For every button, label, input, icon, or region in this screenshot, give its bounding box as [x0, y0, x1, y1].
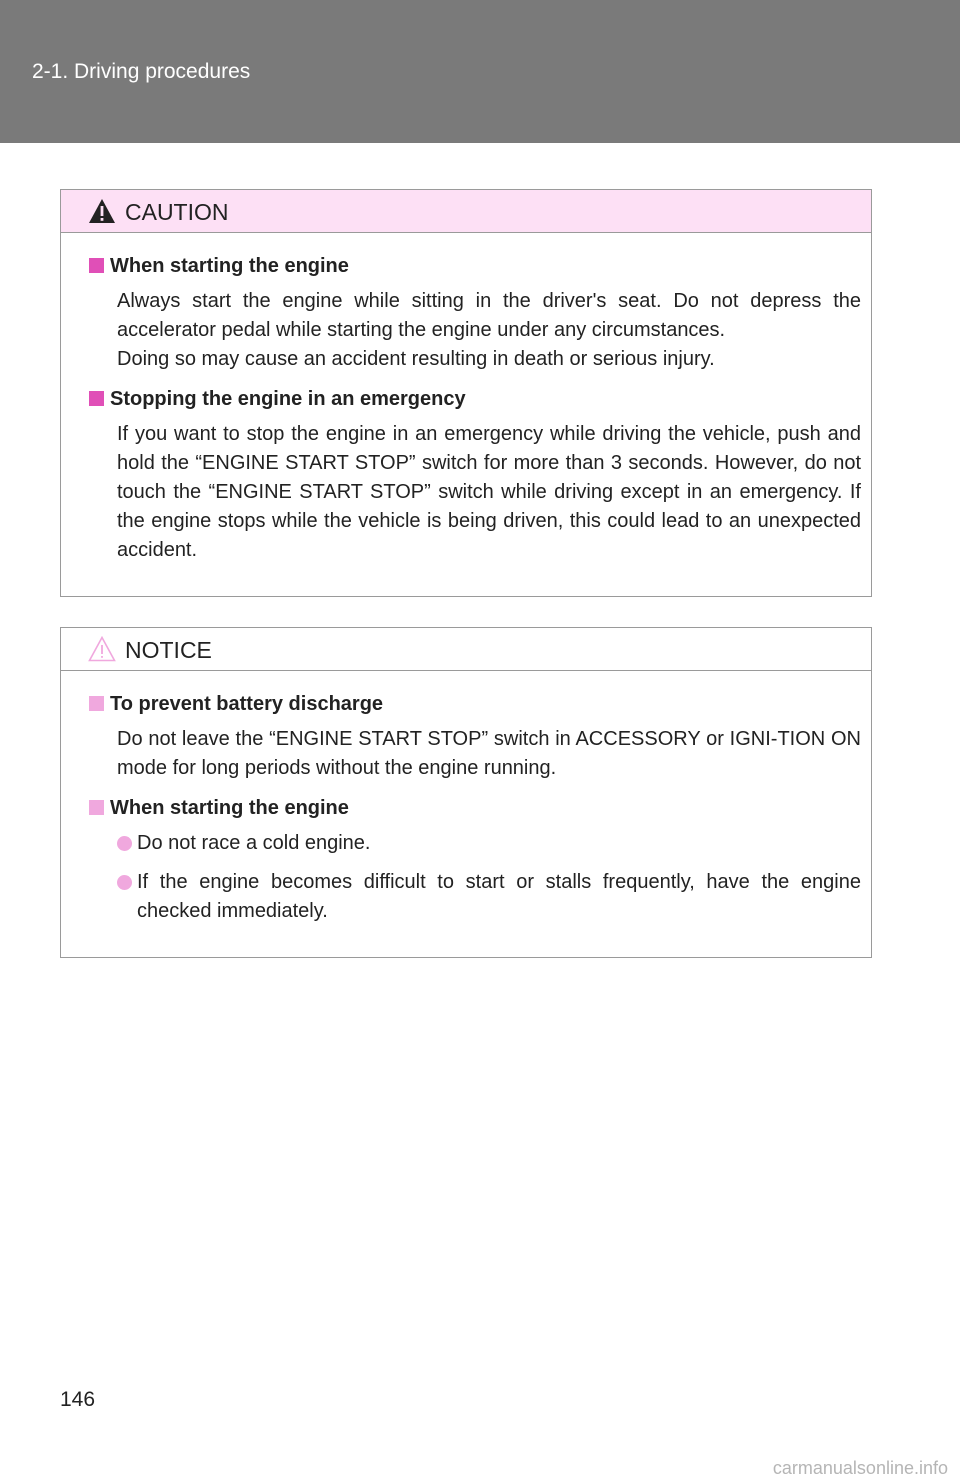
watermark: carmanualsonline.info [772, 1458, 948, 1478]
notice-item-heading-text: When starting the engine [110, 797, 349, 819]
caution-label: CAUTION [125, 199, 229, 225]
notice-box [60, 627, 872, 958]
header-bar [0, 0, 960, 143]
notice-body [61, 671, 871, 926]
square-bullet-icon [89, 696, 104, 711]
caution-paragraph: Doing so may cause an accident resulting in death or serious injury. [117, 348, 715, 370]
notice-item-heading-text: To prevent battery discharge [110, 693, 384, 715]
caution-box [60, 189, 872, 597]
square-bullet-icon [89, 391, 104, 406]
warning-icon [88, 198, 116, 224]
circle-bullet-icon [117, 875, 132, 890]
notice-paragraph: Do not leave the “ENGINE START STOP” switch in ACCESSORY or IGNI-TION ON mode for long periods without the engine running. [117, 728, 861, 779]
caution-body [61, 233, 871, 565]
caution-item-heading-text: When starting the engine [110, 255, 349, 277]
page-number: 146 [60, 1388, 96, 1411]
notice-bullet-item [117, 829, 861, 858]
notice-header [61, 628, 871, 671]
notice-bullet-text: If the engine becomes difficult to start or stalls frequently, have the engine checked immediately. [137, 871, 861, 922]
notice-bullet-text: Do not race a cold engine. [137, 832, 371, 854]
caution-paragraph: If you want to stop the engine in an emergency while driving the vehicle, push and hold the “ENGINE START STOP” switch for more than 3 seconds. However, do not touch the “ENGINE START STOP” switch while driving except in an emergency. If the engine stops while the vehicle is being driven, this could lead to an unexpected accident. [117, 423, 861, 561]
notice-label: NOTICE [125, 637, 212, 663]
section-title: 2-1. Driving procedures [32, 60, 251, 83]
caution-item-heading-text: Stopping the engine in an emergency [110, 388, 466, 410]
caution-item-heading [89, 253, 861, 279]
caution-header [61, 190, 871, 233]
caution-item-heading [89, 386, 861, 412]
notice-item-heading [89, 691, 861, 717]
notice-bullet-item [117, 868, 861, 926]
circle-bullet-icon [117, 836, 132, 851]
square-bullet-icon [89, 800, 104, 815]
square-bullet-icon [89, 258, 104, 273]
caution-paragraph: Always start the engine while sitting in the driver's seat. Do not depress the accelerator pedal while starting the engine under any circumstances. [117, 290, 861, 341]
warning-outline-icon [88, 636, 116, 662]
notice-item-heading [89, 795, 861, 821]
